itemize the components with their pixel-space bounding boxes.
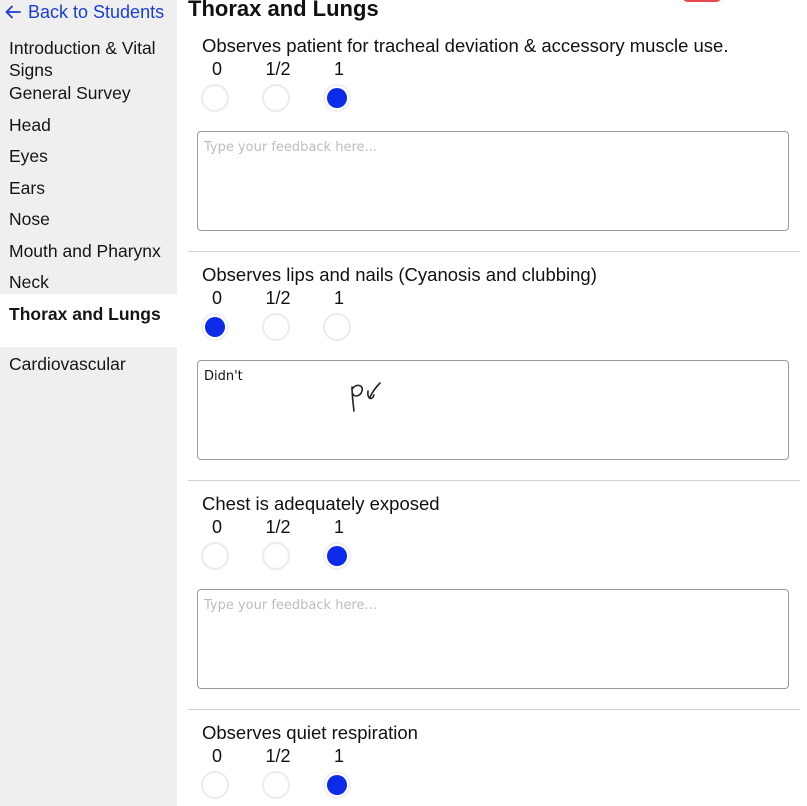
sidebar-item-general-survey[interactable]: General Survey	[9, 83, 131, 103]
scale-label-1: 1	[333, 517, 344, 537]
score-radio-0[interactable]	[201, 542, 229, 570]
scale-label-0: 0	[211, 517, 222, 537]
handwriting-scribble	[348, 381, 384, 415]
notification-badge[interactable]	[682, 0, 722, 2]
score-radio-0[interactable]	[201, 313, 229, 341]
question-text: Observes lips and nails (Cyanosis and clubbing)	[202, 264, 597, 285]
scale-label-half: 1/2	[265, 746, 291, 766]
sidebar	[0, 0, 177, 806]
sidebar-item-thorax-and-lungs[interactable]: Thorax and Lungs	[0, 294, 177, 347]
scale-label-half: 1/2	[265, 59, 291, 79]
sidebar-item-neck[interactable]: Neck	[9, 272, 49, 292]
score-radio-half[interactable]	[262, 313, 290, 341]
scale-label-0: 0	[211, 746, 222, 766]
score-radio-1[interactable]	[323, 771, 351, 799]
feedback-input[interactable]	[197, 131, 789, 231]
sidebar-item-eyes[interactable]: Eyes	[9, 146, 48, 166]
scale-label-1: 1	[333, 288, 344, 308]
score-radio-0[interactable]	[201, 771, 229, 799]
scale-label-0: 0	[211, 288, 222, 308]
sidebar-item-ears[interactable]: Ears	[9, 177, 45, 198]
feedback-input[interactable]	[197, 589, 789, 689]
scale-label-half: 1/2	[265, 288, 291, 308]
score-radio-1[interactable]	[323, 313, 351, 341]
scale-label-half: 1/2	[265, 517, 291, 537]
score-radio-0[interactable]	[201, 84, 229, 112]
sidebar-item-cardiovascular[interactable]: Cardiovascular	[9, 354, 126, 374]
question-divider	[188, 480, 800, 481]
score-radio-half[interactable]	[262, 84, 290, 112]
sidebar-item-head[interactable]: Head	[9, 114, 51, 135]
scale-label-0: 0	[211, 59, 222, 79]
question-text: Observes quiet respiration	[202, 722, 418, 743]
sidebar-item-introduction-vital-signs[interactable]: Introduction & Vital Signs	[9, 38, 156, 80]
sidebar-item-nose[interactable]: Nose	[9, 209, 50, 229]
arrow-left-icon	[4, 3, 22, 21]
page-title: Thorax and Lungs	[188, 0, 379, 21]
scale-label-1: 1	[333, 59, 344, 79]
scale-label-1: 1	[333, 746, 344, 766]
section-nav	[0, 37, 177, 375]
score-radio-1[interactable]	[323, 542, 351, 570]
question-divider	[188, 709, 800, 710]
question-text: Observes patient for tracheal deviation & accessory muscle use.	[202, 35, 729, 56]
back-link-label: Back to Students	[28, 1, 165, 22]
question-text: Chest is adequately exposed	[202, 493, 440, 514]
score-radio-half[interactable]	[262, 542, 290, 570]
back-to-students-link[interactable]	[4, 1, 164, 23]
score-radio-half[interactable]	[262, 771, 290, 799]
feedback-input[interactable]	[197, 360, 789, 460]
sidebar-item-mouth-and-pharynx[interactable]: Mouth and Pharynx	[9, 240, 161, 261]
question-divider	[188, 251, 800, 252]
score-radio-1[interactable]	[323, 84, 351, 112]
